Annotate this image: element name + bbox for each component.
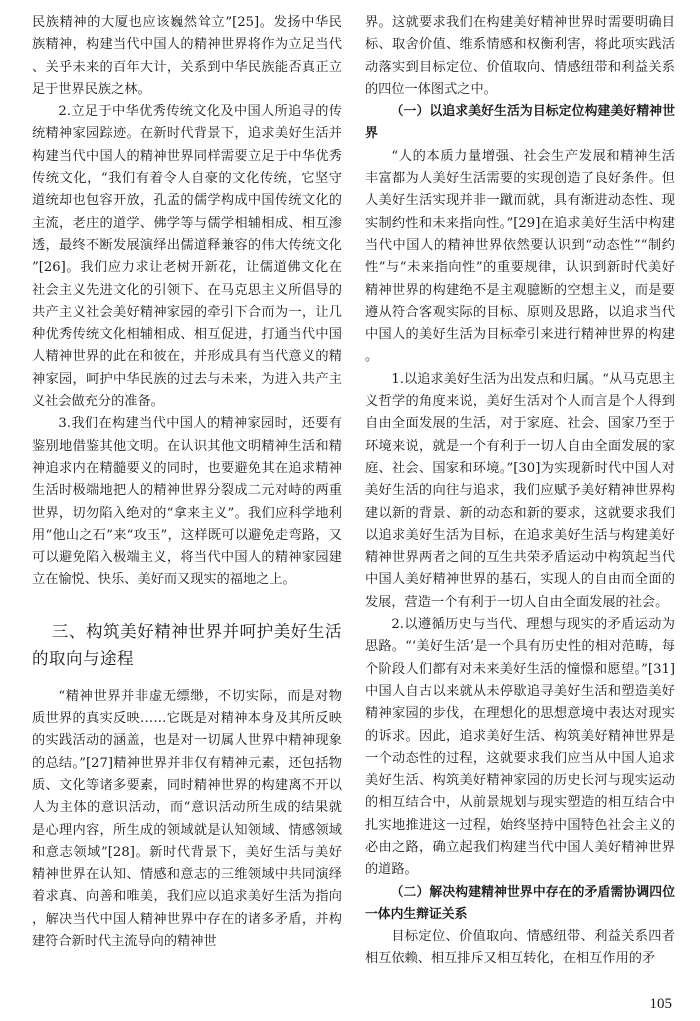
paragraph: 民族精神的大厦也应该巍然耸立”[25]。发扬中华民族精神，构建当代中国人的精神世界将作为立足当代、关乎未来的百年大计，关系到中华民族能否真正立足于世界民族之林。 bbox=[32, 15, 342, 97]
paragraph: 2.以遵循历史与当代、理想与现实的矛盾运动为思路。“‘美好生活’是一个具有历史性的相对范畴，每个阶段人们都有对未来美好生活的憧憬和愿望。”[31]中国人自古以来就从未停歇追寻美好生活和塑造美好精神家园的步伐，在理想化的思想意境中表达对现实的诉求。因此，追求美好生活、构筑美好精神世界是一个动态性的过程，这就要求我们应当从中国人追求美好生活、构筑美好精神家园的历史长河与现实运动的相互结合中，从前景规划与现实塑造的相互结合中扎实地推进这一过程，始终坚持中国特色社会主义的必由之路，确立起我们构建当代中国人美好精神世界的道路。 bbox=[365, 617, 675, 878]
paragraph: “人的本质力量增强、社会生产发展和精神生活丰富都为人美好生活需要的实现创造了良好条件。但人美好生活实现并非一蹴而就，具有渐进动态性、现实制约性和未来指向性。”[29]在追求美好生活中构建当代中国人的精神世界依然要认识到“动态性”“制约性”与“未来指向性”的重要规律，认识到新时代美好精神世界的构建绝不是主观臆断的空想主义，而是要遵从符合客观实际的目标、原则及思路，以追求当代中国人的美好生活为目标牵引来进行精神世界的构建。 bbox=[365, 148, 675, 365]
paragraph: “精神世界并非虚无缥缈，不切实际，而是对物质世界的真实反映……它既是对精神本身及其所反映的实践活动的涵盖，也是对一切属人世界中精神现象的总结。”[27]精神世界并非仅有精神元素，还包括物质、文化等诸多要素，同时精神世界的构建离不开以人为主体的意识活动，而“意识活动所生成的结果就是心理内容，所生成的领域就是认知领域、情感领域和意志领域”[28]。新时代背景下，美好生活与美好精神世界在认知、情感和意志的三维领域中共同演绎着求真、向善和唯美，我们应以追求美好生活为指向，解决当代中国人精神世界中存在的诸多矛盾，并构建符合新时代主流导向的精神世 bbox=[32, 688, 342, 949]
subsection-heading: （一）以追求美好生活为目标定位构建美好精神世界 bbox=[365, 104, 675, 142]
paragraph: 界。这就要求我们在构建美好精神世界时需要明确目标、取舍价值、维系情感和权衡利害，将此项实践活动落实到目标定位、价值取向、情感纽带和利益关系的四位一体图式之中。 bbox=[365, 15, 675, 97]
paragraph: 目标定位、价值取向、情感纽带、利益关系四者相互依赖、相互排斥又相互转化，在相互作用的矛 bbox=[365, 929, 675, 967]
paragraph: 2.立足于中华优秀传统文化及中国人所追寻的传统精神家园踪迹。在新时代背景下，追求美好生活并构建当代中国人的精神世界同样需要立足于中华优秀传统文化，“我们有着令人自豪的文化传统，它坚守道统却也包容开放，孔孟的儒学构成中国传统文化的主流，老庄的道学、佛学等与儒学相辅相成、相互渗透，最终不断发展演绎出儒道释兼容的伟大传统文化”[26]。我们应力求让老树开新花，让儒道佛文化在社会主义先进文化的引领下、在马克思主义所倡导的共产主义社会美好精神家园的牵引下合而为一，让几种优秀传统文化相辅相成、相互促进，打通当代中国人精神世界的此在和彼在，并形成具有当代意义的精神家园，呵护中华民族的过去与未来，为进入共产主义社会做充分的准备。 bbox=[32, 104, 342, 410]
section-heading: 三、构筑美好精神世界并呵护美好生活的取向与途程 bbox=[32, 621, 342, 668]
page-number: 105 bbox=[649, 996, 672, 1012]
paragraph: 3.我们在构建当代中国人的精神家园时，还要有鉴别地借鉴其他文明。在认识其他文明精神生活和精神追求内在精髓要义的同时，也要避免其在追求精神生活时极端地把人的精神世界分裂成二元对峙的两重世界，切勿陷入绝对的“拿来主义”。我们应科学地利用“他山之石”来“攻玉”，这样既可以避免走弯路，又可以避免陷入极端主义，将当代中国人的精神家园建立在愉悦、快乐、美好而又现实的福地之上。 bbox=[32, 416, 342, 588]
paragraph: 1.以追求美好生活为出发点和归属。“从马克思主义哲学的角度来说，美好生活对个人而言是个人得到自由全面发展的生活，对于家庭、社会、国家乃至于环境来说，就是一个有利于一切人自由全面发展的家庭、社会、国家和环境。”[30]为实现新时代中国人对美好生活的向往与追求，我们应赋予美好精神世界构建以新的背景、新的动态和新的要求，这就要求我们以追求美好生活为目标，在追求美好生活与构建美好精神世界两者之间的互生共荣矛盾运动中构筑起当代中国人美好精神世界的基石，实现人的自由而全面的发展，营造一个有利于一切人自由全面发展的社会。 bbox=[365, 371, 675, 610]
subsection-heading: （二）解决构建精神世界中存在的矛盾需协调四位一体内生辩证关系 bbox=[365, 884, 675, 922]
left-column bbox=[32, 12, 342, 953]
right-column bbox=[365, 12, 675, 971]
